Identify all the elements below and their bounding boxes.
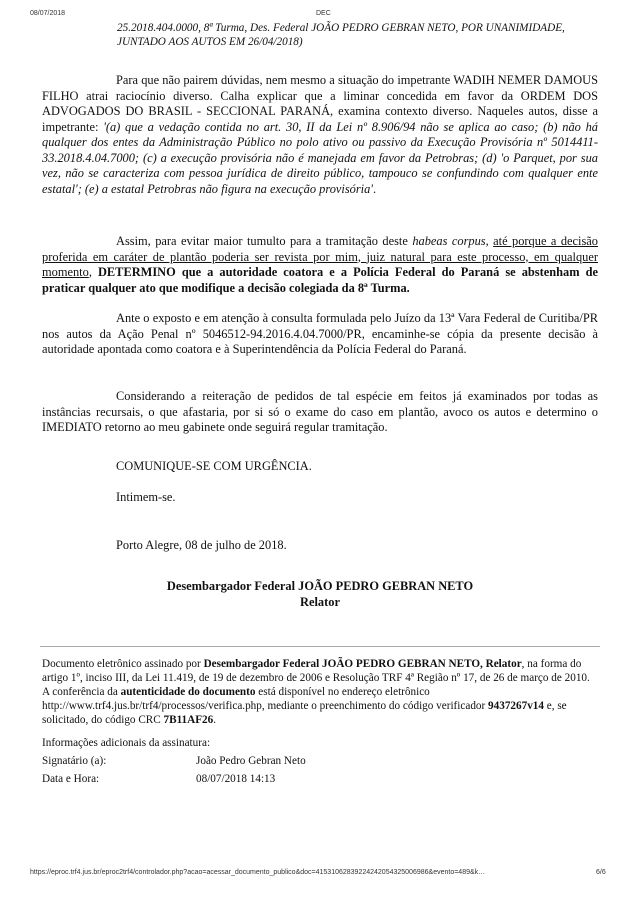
signature-block [42,579,598,610]
paragraph-oab-text: Para que não pairem dúvidas, nem mesmo a situação do impetrante WADIH NEMER DAMOUS FILHO atrai raciocínio diverso. Calha explicar que a liminar concedida em favor da ORDEM DOS ADVOGADOS DO BRASIL - SECCIONAL PARANÁ, examina contexto diverso. Naqueles autos, disse a impetrante: [42,73,598,134]
note-text-4: e, se solicitado, do código CRC [42,700,567,726]
note-text-5: . [213,714,217,726]
signature-role: Relator [300,594,340,609]
electronic-signature-note [42,657,598,727]
underlined-clause: até porque a decisão proferida em caráter de plantão poderia ser revista por mim, juiz natural para este processo, em qualquer momento [42,234,598,279]
paragraph-determino [42,234,598,296]
signature-line-1 [42,579,598,595]
note-text-1: Documento eletrônico assinado por [42,658,204,670]
signer-value: João Pedro Gebran Neto [196,755,306,767]
intimem-line: Intimem-se. [116,490,176,504]
determination-bold: DETERMINO que a autoridade coatora e a Polícia Federal do Paraná se abstenham de praticar qualquer ato que modifique a decisão colegiada da 8ª Turma. [42,265,598,295]
datetime-value: 08/07/2018 14:13 [196,773,276,785]
footer-divider [40,646,600,647]
paragraph-oab [42,73,598,197]
paragraph-avoco: Considerando a reiteração de pedidos de tal espécie em feitos já examinados por todas as instâncias recursais, o que afastaria, por si só o exame do caso em plantão, avoco os autos e determino o IMEDIATO retorno ao meu gabinete onde seguirá regular tramitação. [42,389,598,434]
signer-label: Signatário (a): [42,755,107,767]
note-text-3: está disponível no endereço eletrônico http://www.trf4.jus.br/trf4/processos/verifica.php, mediante o preenchimento do código verificador [42,686,489,712]
paragraph-consulta: Ante o exposto e em atenção à consulta formulada pelo Juízo da 13ª Vara Federal de Curitiba/PR nos autos da Ação Penal nº 5046512-94.2016.4.04.7000/PR, encaminhe-se cópia da presente decisão à autoridade apontada como coatora e à Superintendência da Polícia Federal do Paraná. [42,311,598,356]
separator-2: , [88,265,98,279]
separator-1: , [485,234,494,248]
note-authenticity: autenticidade do documento [120,686,256,698]
citation-line-2: JUNTADO AOS AUTOS EM 26/04/2018) [117,36,303,48]
note-crc-code: 7B11AF26 [163,714,214,726]
signature-name: JOÃO PEDRO GEBRAN NETO [298,579,474,593]
datetime-label: Data e Hora: [42,773,100,785]
print-date: 08/07/2018 [30,10,66,17]
paragraph-oab-quote: '(a) que a vedação contida no art. 30, II da Lei nº 8.906/94 não se aplica ao caso; (b) não há qualquer dos entes da Administração Público no polo ativo ou passivo da Execução Provisória nº 5014411-33.2018.4.04.7000; (c) a execução provisória não é manejada em favor da Petrobras; (d) 'o Parquet, por sua vez, não se caracteriza com pessoa jurídica de direito público, tampouco se confundindo com qualquer ente estatal'; (e) a estatal Petrobras não figura na execução provisória' [42,119,598,196]
print-title: DEC [316,10,331,17]
signature-prefix: Desembargador Federal [166,579,299,593]
place-date: Porto Alegre, 08 de julho de 2018. [116,538,287,552]
page-url: https://eproc.trf4.jus.br/eproc2trf4/controlador.php?acao=acessar_documento_publico&doc=41531062839224242054325006986&evento=489&k… [30,869,486,876]
note-verifier-code: 9437267v14 [488,700,544,712]
note-signer: Desembargador Federal JOÃO PEDRO GEBRAN NETO, Relator [203,658,522,670]
comunique-line: COMUNIQUE-SE COM URGÊNCIA. [116,459,312,473]
citation-line-1: 25.2018.404.0000, 8ª Turma, Des. Federal JOÃO PEDRO GEBRAN NETO, POR UNANIMIDADE, [117,22,565,34]
page-number: 6/6 [596,869,606,876]
citation-continuation [117,21,601,49]
signature-info-title: Informações adicionais da assinatura: [42,737,211,749]
paragraph-oab-end: . [372,181,377,196]
habeas-corpus-term: habeas corpus [412,234,486,248]
paragraph-determino-text: Assim, para evitar maior tumulto para a tramitação deste [116,234,413,248]
note-text-2: , na forma do artigo 1º, inciso III, da Lei 11.419, de 19 de dezembro de 2006 e Resolução TRF 4ª Região nº 17, de 26 de março de 2010. A conferência da [42,658,590,698]
